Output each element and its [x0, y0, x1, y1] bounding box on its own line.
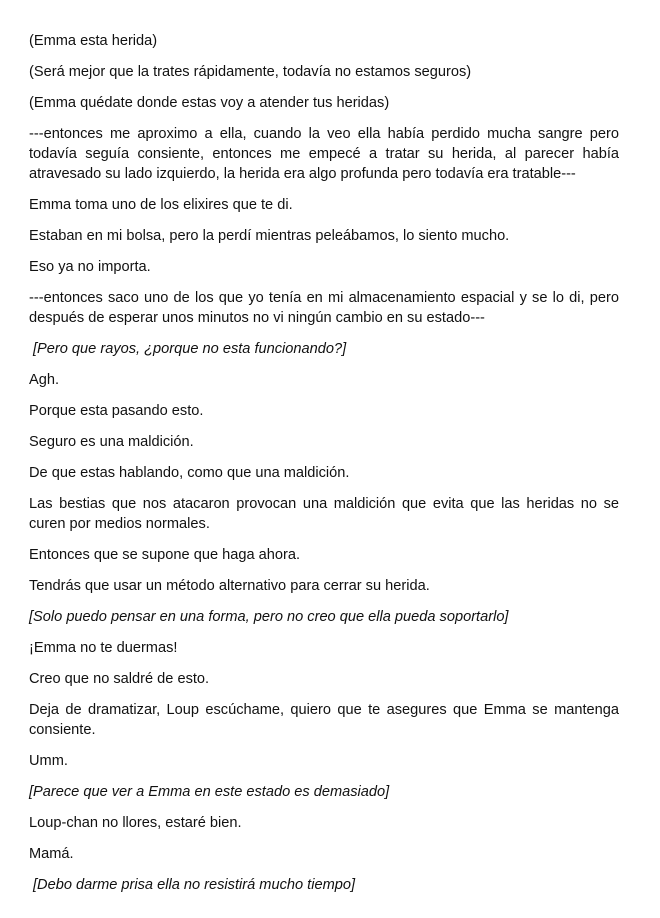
paragraph: Umm.: [29, 753, 68, 769]
thought-paragraph: [Solo puedo pensar en una forma, pero no creo que ella pueda soportarlo]: [29, 609, 509, 625]
paragraph: Seguro es una maldición.: [29, 434, 194, 450]
thought-paragraph: [Parece que ver a Emma en este estado es demasiado]: [29, 784, 390, 800]
paragraph: Porque esta pasando esto.: [29, 403, 204, 419]
document-body: [29, 31, 619, 906]
paragraph: (Emma esta herida): [29, 33, 158, 49]
paragraph: Entonces que se supone que haga ahora.: [29, 547, 301, 563]
paragraph: Tendrás que usar un método alternativo para cerrar su herida.: [29, 578, 430, 594]
thought-paragraph: [Debo darme prisa ella no resistirá mucho tiempo]: [33, 877, 356, 893]
paragraph: ¡Emma no te duermas!: [29, 640, 178, 656]
paragraph: (Será mejor que la trates rápidamente, todavía no estamos seguros): [29, 64, 472, 80]
paragraph: Estaban en mi bolsa, pero la perdí mientras peleábamos, lo siento mucho.: [29, 228, 510, 244]
paragraph: Emma toma uno de los elixires que te di.: [29, 197, 293, 213]
paragraph: Loup-chan no llores, estaré bien.: [29, 815, 242, 831]
paragraph: Agh.: [29, 372, 60, 388]
paragraph: Eso ya no importa.: [29, 259, 151, 275]
paragraph: De que estas hablando, como que una maldición.: [29, 465, 350, 481]
paragraph: Deja de dramatizar, Loup escúchame, quiero que te asegures que Emma se mantenga consiente.: [29, 702, 619, 738]
paragraph: ---entonces saco uno de los que yo tenía en mi almacenamiento espacial y se lo di, pero después de esperar unos minutos no vi ningún cambio en su estado---: [29, 290, 619, 326]
thought-paragraph: [Pero que rayos, ¿porque no esta funcionando?]: [33, 341, 347, 357]
paragraph: ---entonces me aproximo a ella, cuando la veo ella había perdido mucha sangre pero todavía seguía consiente, entonces me empecé a tratar su herida, al parecer había atravesado su lado izquierdo, la herida era algo profunda pero todavía era tratable---: [29, 126, 619, 182]
paragraph: Las bestias que nos atacaron provocan una maldición que evita que las heridas no se curen por medios normales.: [29, 496, 619, 532]
paragraph: Creo que no saldré de esto.: [29, 671, 210, 687]
paragraph: Mamá.: [29, 846, 74, 862]
paragraph: (Emma quédate donde estas voy a atender tus heridas): [29, 95, 390, 111]
